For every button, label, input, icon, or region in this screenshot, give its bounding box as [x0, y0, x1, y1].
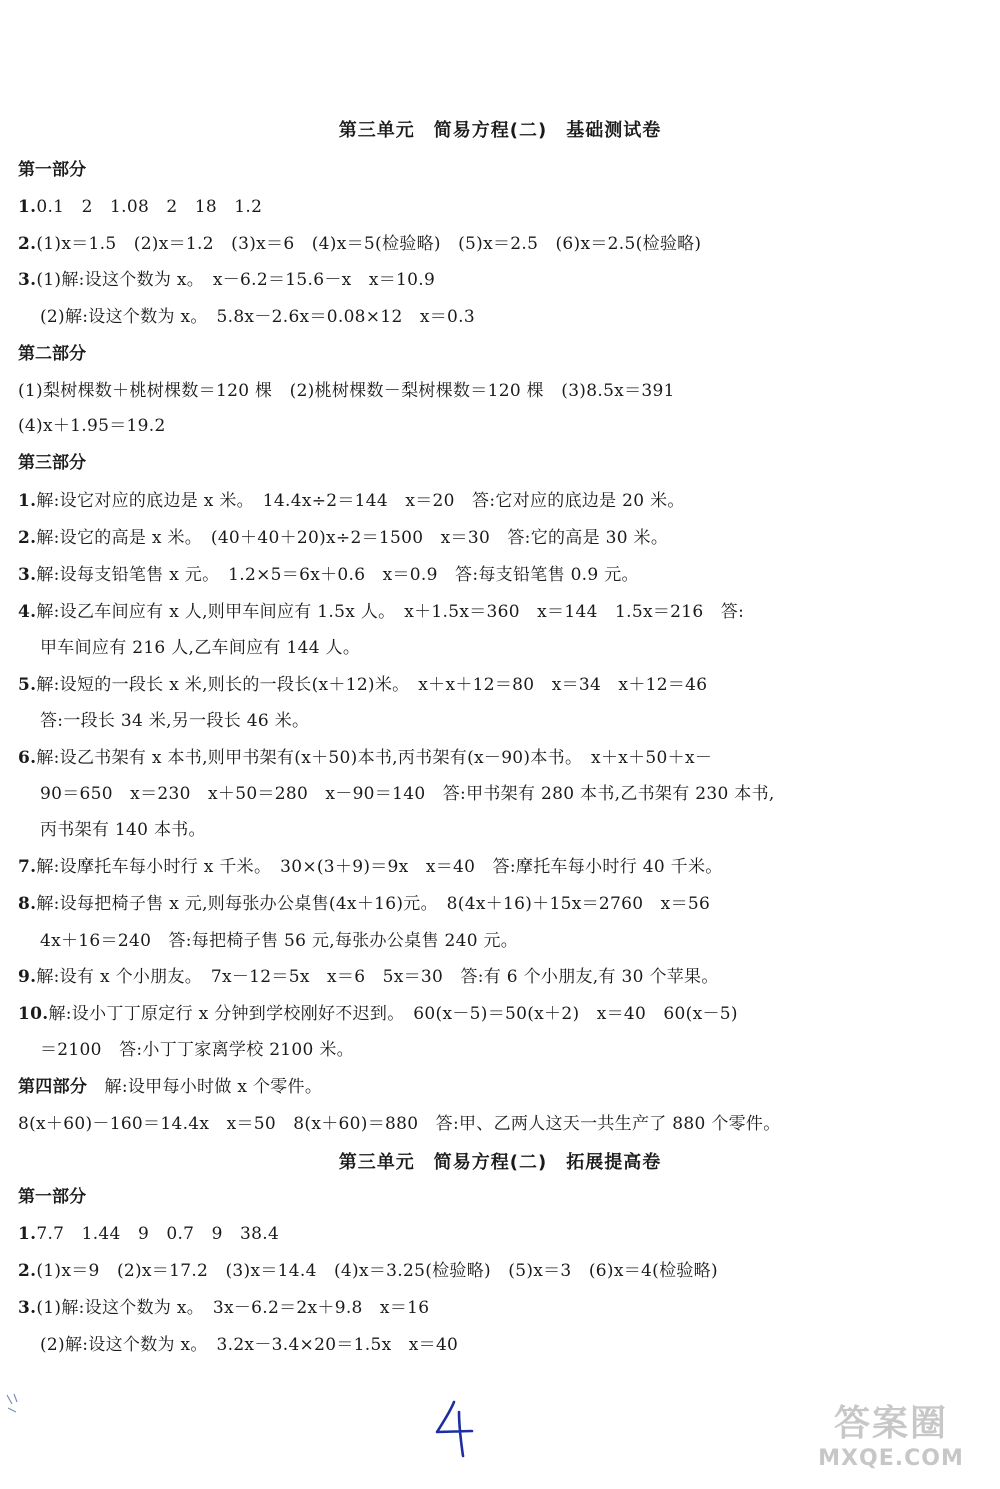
answer-line [18, 746, 712, 770]
answer-line [18, 563, 639, 587]
answer-line [18, 1222, 279, 1246]
answer-line [18, 195, 262, 219]
answer-text: 解:设短的一段长 x 米,则长的一段长(x＋12)米。 x＋x＋12＝80 x＝34 x＋12＝46 [36, 675, 708, 695]
answer-line: 8(x＋60)－160＝14.4x x＝50 8(x＋60)＝880 答:甲、乙两人这天一共生产了 880 个零件。 [18, 1114, 781, 1134]
answer-text: 解:设乙书架有 x 本书,则甲书架有(x＋50)本书,丙书架有(x－90)本书。 x＋x＋50＋x－ [36, 748, 713, 768]
answer-line [18, 855, 723, 879]
answer-line [18, 1296, 429, 1320]
section-heading-1: 第一部分 [18, 160, 86, 180]
item-number: 3. [18, 1298, 37, 1318]
section-heading-5: 第一部分 [18, 1187, 86, 1207]
answer-line: (4)x＋1.95＝19.2 [18, 416, 166, 436]
item-number: 3. [18, 565, 37, 585]
answer-line [18, 965, 719, 989]
answer-line [18, 232, 701, 256]
answer-text: (1)x＝1.5 (2)x＝1.2 (3)x＝6 (4)x＝5(检验略) (5)x＝2.5 (6)x＝2.5(检验略) [36, 234, 702, 254]
answer-line [18, 526, 668, 550]
answer-text: 解:设每把椅子售 x 元,则每张办公桌售(4x＋16)元。 8(4x＋16)＋15x＝2760 x＝56 [36, 894, 711, 914]
item-number: 4. [18, 602, 37, 622]
answer-line: ＝2100 答:小丁丁家离学校 2100 米。 [40, 1040, 354, 1060]
answer-text: 解:设它对应的底边是 x 米。 14.4x÷2＝144 x＝20 答:它对应的底边是 20 米。 [36, 491, 685, 511]
item-number: 1. [18, 197, 37, 217]
item-number: 3. [18, 270, 37, 290]
answer-text: 解:设每支铅笔售 x 元。 1.2×5＝6x＋0.6 x＝0.9 答:每支铅笔售 0.9 元。 [36, 565, 639, 585]
item-number: 2. [18, 528, 37, 548]
item-number: 5. [18, 675, 37, 695]
answer-text: 解:设甲每小时做 x 个零件。 [104, 1077, 323, 1097]
answer-line [18, 892, 710, 916]
answer-line: 90＝650 x＝230 x＋50＝280 x－90＝140 答:甲书架有 280 本书,乙书架有 230 本书, [40, 784, 775, 804]
answer-line [18, 268, 435, 292]
watermark-site: MXQE.COM [818, 1446, 964, 1471]
item-number: 2. [18, 1261, 37, 1281]
answer-line [18, 489, 685, 513]
answer-line: 答:一段长 34 米,另一段长 46 米。 [40, 711, 310, 731]
handwritten-page-number [432, 1398, 476, 1460]
answer-line: (2)解:设这个数为 x。 3.2x－3.4×20＝1.5x x＝40 [40, 1335, 459, 1355]
watermark-logo: 答案圈 [833, 1403, 948, 1444]
answer-line [18, 600, 744, 624]
item-number: 6. [18, 748, 37, 768]
answer-text: 解:设摩托车每小时行 x 千米。 30×(3＋9)＝9x x＝40 答:摩托车每小时行 40 千米。 [36, 857, 723, 877]
answer-text: 7.7 1.44 9 0.7 9 38.4 [36, 1224, 280, 1244]
answer-line: (1)梨树棵数＋桃树棵数＝120 棵 (2)桃树棵数－梨树棵数＝120 棵 (3)8.5x＝391 [18, 381, 675, 401]
item-number: 2. [18, 234, 37, 254]
answer-text: 解:设小丁丁原定行 x 分钟到学校刚好不迟到。 60(x－5)＝50(x＋2) x＝40 60(x－5) [48, 1004, 738, 1024]
item-number: 10. [18, 1004, 49, 1024]
item-number: 1. [18, 1224, 37, 1244]
unit-title-basic: 第三单元 简易方程(二) 基础测试卷 [338, 120, 662, 141]
answer-text: 解:设它的高是 x 米。 (40＋40＋20)x÷2＝1500 x＝30 答:它的高是 30 米。 [36, 528, 669, 548]
answer-line [18, 1002, 738, 1026]
item-number: 8. [18, 894, 37, 914]
item-number: 7. [18, 857, 37, 877]
item-number: 9. [18, 967, 37, 987]
answer-line [18, 1075, 322, 1099]
section-heading-3: 第三部分 [18, 453, 86, 473]
answer-text: 0.1 2 1.08 2 18 1.2 [36, 197, 263, 217]
answer-text: 解:设乙车间应有 x 人,则甲车间应有 1.5x 人。 x＋1.5x＝360 x＝144 1.5x＝216 答: [36, 602, 745, 622]
section-heading-4: 第四部分 [18, 1077, 88, 1097]
section-heading-2: 第二部分 [18, 344, 86, 364]
answer-line: 甲车间应有 216 人,乙车间应有 144 人。 [40, 638, 361, 658]
answer-line: 4x＋16＝240 答:每把椅子售 56 元,每张办公桌售 240 元。 [40, 931, 519, 951]
answer-line: (2)解:设这个数为 x。 5.8x－2.6x＝0.08×12 x＝0.3 [40, 307, 475, 327]
answer-line [18, 1259, 718, 1283]
answer-text: (1)解:设这个数为 x。 3x－6.2＝2x＋9.8 x＝16 [36, 1298, 430, 1318]
scan-mark-icon [4, 1392, 24, 1414]
unit-title-advanced: 第三单元 简易方程(二) 拓展提高卷 [338, 1152, 662, 1173]
answer-text: 解:设有 x 个小朋友。 7x－12＝5x x＝6 5x＝30 答:有 6 个小朋友,有 30 个苹果。 [36, 967, 719, 987]
item-number: 1. [18, 491, 37, 511]
answer-text: (1)x＝9 (2)x＝17.2 (3)x＝14.4 (4)x＝3.25(检验略) (5)x＝3 (6)x＝4(检验略) [36, 1261, 718, 1281]
answer-line: 丙书架有 140 本书。 [40, 820, 206, 840]
answer-line [18, 673, 707, 697]
answer-text: (1)解:设这个数为 x。 x－6.2＝15.6－x x＝10.9 [36, 270, 436, 290]
watermark [796, 1401, 986, 1479]
